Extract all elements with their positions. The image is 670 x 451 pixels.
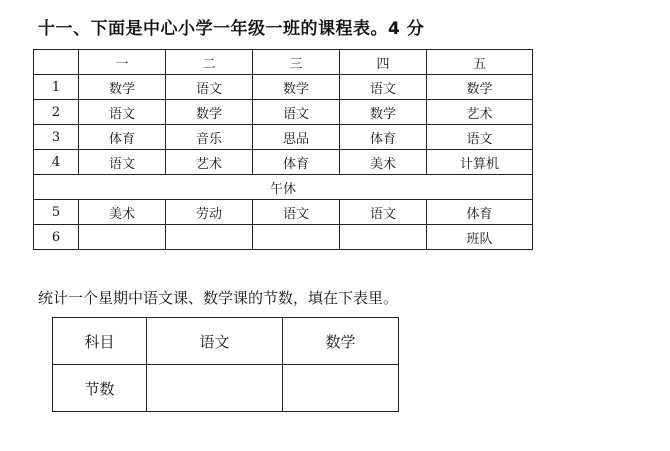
table-cell: 美术	[340, 150, 427, 175]
table-row	[34, 125, 533, 150]
table-cell: 美术	[79, 200, 166, 225]
table-cell	[253, 225, 340, 250]
schedule-header-row	[34, 50, 533, 75]
table-row	[34, 150, 533, 175]
table-cell: 语文	[79, 100, 166, 125]
table-row	[34, 200, 533, 225]
table-cell: 思品	[253, 125, 340, 150]
table-cell: 体育	[79, 125, 166, 150]
header-cell	[34, 50, 79, 75]
table-cell: 音乐	[166, 125, 253, 150]
period-number: 3	[34, 125, 79, 150]
class-schedule-table	[33, 49, 533, 250]
table-cell: 体育	[340, 125, 427, 150]
lesson-count-table	[52, 317, 399, 412]
table-cell	[79, 225, 166, 250]
header-cell: 五	[427, 50, 533, 75]
table-cell: 语文	[427, 125, 533, 150]
period-number: 4	[34, 150, 79, 175]
table-cell: 语文	[253, 100, 340, 125]
question-title: 十一、下面是中心小学一年级一班的课程表。4 分	[38, 19, 425, 39]
count-label: 节数	[53, 365, 147, 412]
table-row	[34, 75, 533, 100]
table-row	[34, 225, 533, 250]
subject-label: 科目	[53, 318, 147, 365]
table-row	[34, 100, 533, 125]
subject-math: 数学	[283, 318, 399, 365]
table-cell: 语文	[79, 150, 166, 175]
period-number: 5	[34, 200, 79, 225]
header-cell: 四	[340, 50, 427, 75]
stats-header-row	[53, 318, 399, 365]
table-cell: 语文	[166, 75, 253, 100]
lunch-break-cell: 午休	[34, 175, 533, 200]
table-cell: 语文	[340, 200, 427, 225]
period-number: 2	[34, 100, 79, 125]
table-cell	[166, 225, 253, 250]
table-cell	[340, 225, 427, 250]
table-cell: 班队	[427, 225, 533, 250]
table-cell: 体育	[427, 200, 533, 225]
stats-count-row	[53, 365, 399, 412]
instruction-text: 统计一个星期中语文课、数学课的节数，填在下表里。	[38, 289, 399, 307]
table-cell: 劳动	[166, 200, 253, 225]
header-cell: 一	[79, 50, 166, 75]
table-cell: 艺术	[166, 150, 253, 175]
table-cell: 数学	[166, 100, 253, 125]
header-cell: 三	[253, 50, 340, 75]
chinese-count-answer[interactable]	[147, 365, 283, 412]
period-number: 1	[34, 75, 79, 100]
table-cell: 语文	[253, 200, 340, 225]
header-cell: 二	[166, 50, 253, 75]
period-number: 6	[34, 225, 79, 250]
table-cell: 体育	[253, 150, 340, 175]
table-cell: 数学	[340, 100, 427, 125]
table-cell: 数学	[253, 75, 340, 100]
table-cell: 数学	[79, 75, 166, 100]
table-cell: 数学	[427, 75, 533, 100]
table-cell: 计算机	[427, 150, 533, 175]
table-cell: 语文	[340, 75, 427, 100]
lunch-break-row	[34, 175, 533, 200]
math-count-answer[interactable]	[283, 365, 399, 412]
table-cell: 艺术	[427, 100, 533, 125]
subject-chinese: 语文	[147, 318, 283, 365]
